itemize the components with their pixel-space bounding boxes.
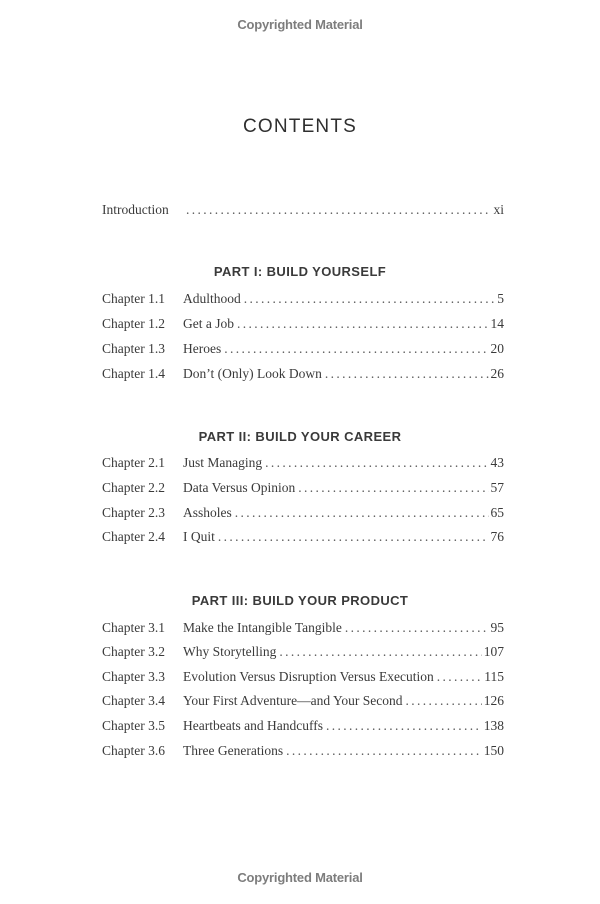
chapter-title: I Quit [183,529,215,544]
chapter-page: 115 [484,669,504,684]
toc-label: Introduction [102,202,169,217]
dot-leader [295,478,488,498]
chapter-title: Get a Job [183,316,234,331]
chapter-page: 107 [483,644,504,659]
chapter-label: Chapter 3.4 [102,693,165,708]
page-title: CONTENTS [242,116,358,137]
chapter-page: 95 [490,620,504,635]
chapter-label: Chapter 1.4 [102,366,165,381]
dot-leader [262,453,488,473]
chapter-label: Chapter 3.2 [102,644,165,659]
chapter-title: Heroes [183,341,222,356]
toc-row[interactable] [102,289,504,309]
dot-leader [183,200,491,220]
dot-leader [234,314,489,334]
chapter-title: Make the Intangible Tangible [183,620,342,635]
toc-row[interactable] [102,618,504,638]
chapter-label: Chapter 1.3 [102,341,165,356]
dot-leader [241,289,495,309]
chapter-page: 65 [490,505,504,520]
chapter-page: 5 [497,291,504,306]
chapter-label: Chapter 3.1 [102,620,165,635]
chapter-page: 150 [483,743,504,758]
toc-row[interactable] [102,503,504,523]
dot-leader [283,741,482,761]
chapter-page: 14 [490,316,504,331]
chapter-label: Chapter 2.3 [102,505,165,520]
chapter-title: Why Storytelling [183,644,277,659]
toc-row[interactable] [102,453,504,473]
dot-leader [403,691,482,711]
chapter-title: Heartbeats and Handcuffs [183,718,323,733]
copyright-watermark-top: Copyrighted Material [237,17,363,32]
toc-row[interactable] [102,339,504,359]
copyright-watermark-bottom: Copyrighted Material [237,870,363,885]
chapter-title: Just Managing [183,455,263,470]
chapter-label: Chapter 3.6 [102,743,165,758]
dot-leader [232,503,489,523]
dot-leader [276,642,481,662]
chapter-label: Chapter 1.1 [102,291,165,306]
toc-row-introduction[interactable] [102,200,504,220]
part-heading: PART II: BUILD YOUR CAREER [198,429,402,444]
chapter-title: Assholes [183,505,232,520]
dot-leader [322,364,489,384]
toc-row[interactable] [102,741,504,761]
chapter-label: Chapter 2.1 [102,455,165,470]
toc-row[interactable] [102,691,504,711]
dot-leader [342,618,489,638]
chapter-page: 26 [490,366,504,381]
dot-leader [323,716,482,736]
chapter-title: Adulthood [183,291,241,306]
chapter-label: Chapter 2.4 [102,529,165,544]
toc-page-number: xi [493,202,504,217]
toc-row[interactable] [102,314,504,334]
toc-row[interactable] [102,527,504,547]
chapter-label: Chapter 1.2 [102,316,165,331]
chapter-page: 57 [490,480,504,495]
chapter-title: Your First Adventure—and Your Second [183,693,403,708]
chapter-label: Chapter 2.2 [102,480,165,495]
chapter-title: Evolution Versus Disruption Versus Execution [183,669,434,684]
toc-row[interactable] [102,667,504,687]
chapter-title: Three Generations [183,743,284,758]
chapter-page: 76 [490,529,504,544]
chapter-page: 43 [490,455,504,470]
chapter-title: Data Versus Opinion [183,480,296,495]
toc-row[interactable] [102,716,504,736]
part-heading: PART I: BUILD YOURSELF [213,264,387,279]
chapter-page: 126 [483,693,504,708]
chapter-page: 20 [490,341,504,356]
toc-row[interactable] [102,364,504,384]
dot-leader [221,339,488,359]
chapter-page: 138 [483,718,504,733]
chapter-title: Don’t (Only) Look Down [183,366,322,381]
toc-row[interactable] [102,478,504,498]
part-heading: PART III: BUILD YOUR PRODUCT [191,593,409,608]
dot-leader [215,527,489,547]
toc-row[interactable] [102,642,504,662]
chapter-label: Chapter 3.3 [102,669,165,684]
dot-leader [434,667,483,687]
chapter-label: Chapter 3.5 [102,718,165,733]
